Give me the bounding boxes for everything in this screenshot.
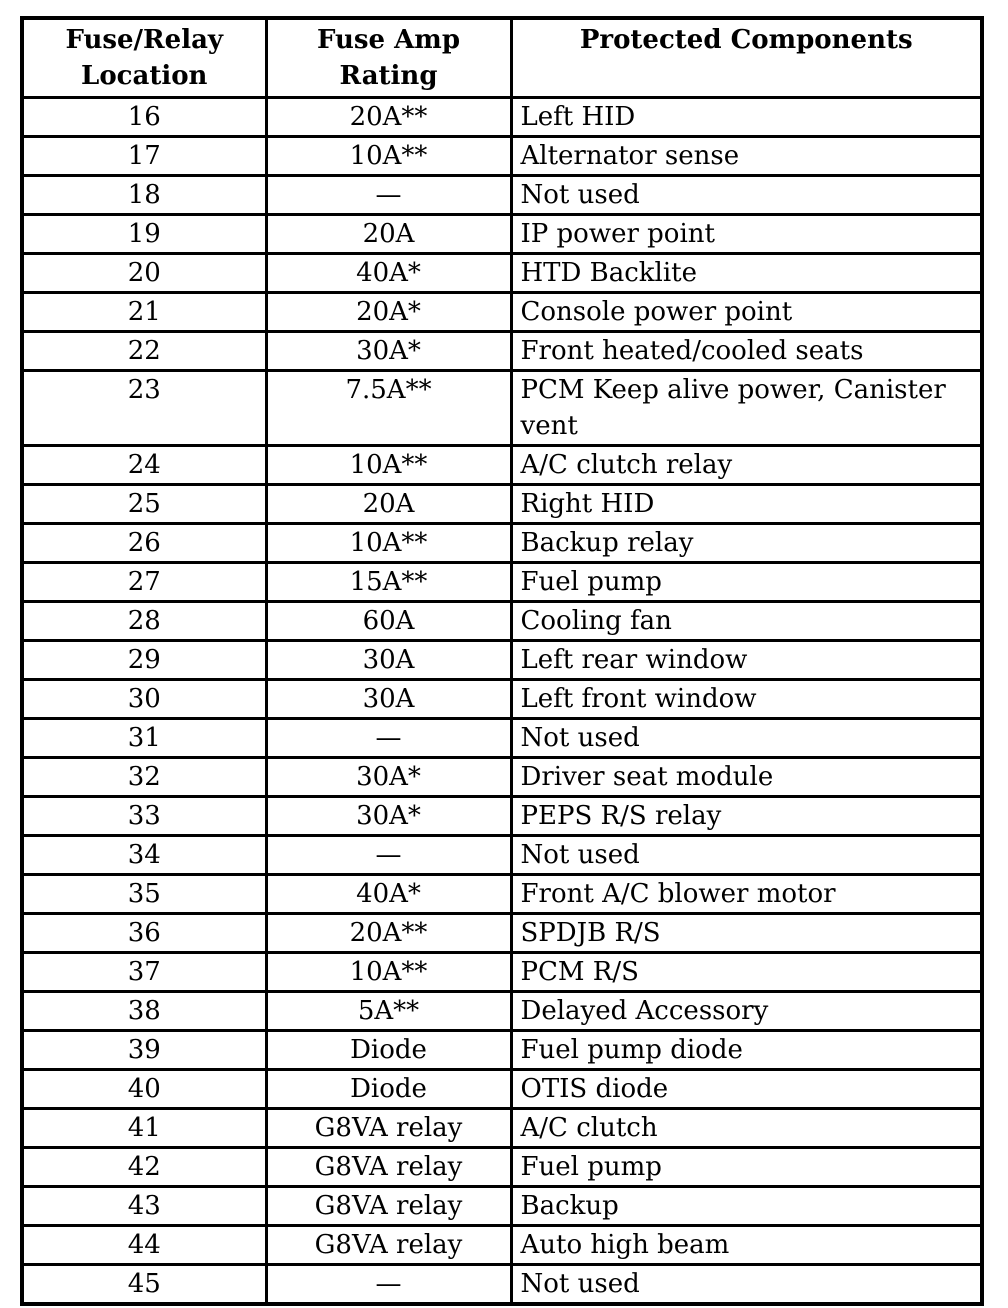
location-cell: 45 — [22, 1265, 266, 1305]
fuse-relay-table — [20, 16, 984, 1306]
table-row — [22, 992, 982, 1031]
amp-rating-cell: Diode — [266, 1031, 511, 1070]
protected-components-cell: PCM Keep alive power, Canister vent — [511, 371, 982, 446]
protected-components-cell: Front heated/cooled seats — [511, 332, 982, 371]
table-row — [22, 836, 982, 875]
location-cell: 31 — [22, 719, 266, 758]
protected-components-cell: Not used — [511, 719, 982, 758]
protected-components-cell: Left HID — [511, 98, 982, 137]
amp-rating-cell: 7.5A** — [266, 371, 511, 446]
table-row — [22, 563, 982, 602]
location-cell: 25 — [22, 485, 266, 524]
location-cell: 30 — [22, 680, 266, 719]
table-row — [22, 176, 982, 215]
amp-rating-cell: — — [266, 176, 511, 215]
location-cell: 17 — [22, 137, 266, 176]
location-cell: 32 — [22, 758, 266, 797]
amp-rating-cell: — — [266, 719, 511, 758]
location-cell: 40 — [22, 1070, 266, 1109]
amp-rating-cell: 30A* — [266, 332, 511, 371]
location-cell: 37 — [22, 953, 266, 992]
location-cell: 19 — [22, 215, 266, 254]
protected-components-cell: HTD Backlite — [511, 254, 982, 293]
protected-components-cell: Not used — [511, 836, 982, 875]
location-cell: 36 — [22, 914, 266, 953]
protected-components-cell: Left rear window — [511, 641, 982, 680]
table-row — [22, 1070, 982, 1109]
amp-rating-cell: 40A* — [266, 254, 511, 293]
location-cell: 44 — [22, 1226, 266, 1265]
amp-rating-cell: 10A** — [266, 953, 511, 992]
amp-rating-cell: — — [266, 1265, 511, 1305]
amp-rating-cell: 5A** — [266, 992, 511, 1031]
table-row — [22, 875, 982, 914]
amp-rating-cell: G8VA relay — [266, 1187, 511, 1226]
protected-components-cell: Driver seat module — [511, 758, 982, 797]
protected-components-cell: Auto high beam — [511, 1226, 982, 1265]
location-cell: 21 — [22, 293, 266, 332]
table-row — [22, 332, 982, 371]
location-cell: 34 — [22, 836, 266, 875]
protected-components-cell: SPDJB R/S — [511, 914, 982, 953]
location-cell: 35 — [22, 875, 266, 914]
table-row — [22, 758, 982, 797]
protected-components-cell: Console power point — [511, 293, 982, 332]
table-header — [22, 18, 982, 98]
table-row — [22, 680, 982, 719]
location-cell: 39 — [22, 1031, 266, 1070]
table-row — [22, 1187, 982, 1226]
protected-components-cell: Alternator sense — [511, 137, 982, 176]
table-row — [22, 137, 982, 176]
location-cell: 24 — [22, 446, 266, 485]
amp-rating-cell: — — [266, 836, 511, 875]
header-protected-components: Protected Components — [511, 18, 982, 98]
header-location: Fuse/Relay Location — [22, 18, 266, 98]
location-cell: 20 — [22, 254, 266, 293]
amp-rating-cell: 10A** — [266, 137, 511, 176]
protected-components-cell: Backup relay — [511, 524, 982, 563]
table-row — [22, 1031, 982, 1070]
amp-rating-cell: 60A — [266, 602, 511, 641]
table-row — [22, 641, 982, 680]
amp-rating-cell: 30A — [266, 641, 511, 680]
amp-rating-cell: 30A* — [266, 758, 511, 797]
amp-rating-cell: 30A — [266, 680, 511, 719]
table-row — [22, 215, 982, 254]
table-row — [22, 254, 982, 293]
protected-components-cell: Front A/C blower motor — [511, 875, 982, 914]
location-cell: 41 — [22, 1109, 266, 1148]
table-row — [22, 1226, 982, 1265]
amp-rating-cell: 20A — [266, 485, 511, 524]
table-body — [22, 98, 982, 1305]
table-row — [22, 1265, 982, 1305]
protected-components-cell: Not used — [511, 176, 982, 215]
protected-components-cell: A/C clutch relay — [511, 446, 982, 485]
protected-components-cell: Left front window — [511, 680, 982, 719]
amp-rating-cell: G8VA relay — [266, 1109, 511, 1148]
table-row — [22, 293, 982, 332]
protected-components-cell: Not used — [511, 1265, 982, 1305]
location-cell: 26 — [22, 524, 266, 563]
protected-components-cell: Backup — [511, 1187, 982, 1226]
protected-components-cell: Fuel pump diode — [511, 1031, 982, 1070]
table-row — [22, 1109, 982, 1148]
protected-components-cell: IP power point — [511, 215, 982, 254]
protected-components-cell: Fuel pump — [511, 1148, 982, 1187]
amp-rating-cell: 15A** — [266, 563, 511, 602]
amp-rating-cell: 20A — [266, 215, 511, 254]
location-cell: 38 — [22, 992, 266, 1031]
protected-components-cell: A/C clutch — [511, 1109, 982, 1148]
table-row — [22, 602, 982, 641]
amp-rating-cell: 30A* — [266, 797, 511, 836]
amp-rating-cell: 20A* — [266, 293, 511, 332]
protected-components-cell: PEPS R/S relay — [511, 797, 982, 836]
protected-components-cell: PCM R/S — [511, 953, 982, 992]
location-cell: 42 — [22, 1148, 266, 1187]
table-row — [22, 1148, 982, 1187]
table-row — [22, 524, 982, 563]
location-cell: 18 — [22, 176, 266, 215]
table-row — [22, 371, 982, 446]
amp-rating-cell: 10A** — [266, 446, 511, 485]
location-cell: 22 — [22, 332, 266, 371]
header-row — [22, 18, 982, 98]
location-cell: 16 — [22, 98, 266, 137]
table-row — [22, 98, 982, 137]
amp-rating-cell: 20A** — [266, 914, 511, 953]
table-row — [22, 485, 982, 524]
amp-rating-cell: Diode — [266, 1070, 511, 1109]
table-row — [22, 719, 982, 758]
location-cell: 23 — [22, 371, 266, 446]
table-row — [22, 797, 982, 836]
protected-components-cell: Right HID — [511, 485, 982, 524]
table-row — [22, 914, 982, 953]
location-cell: 43 — [22, 1187, 266, 1226]
amp-rating-cell: 10A** — [266, 524, 511, 563]
protected-components-cell: OTIS diode — [511, 1070, 982, 1109]
header-amp-rating: Fuse Amp Rating — [266, 18, 511, 98]
protected-components-cell: Delayed Accessory — [511, 992, 982, 1031]
table-row — [22, 446, 982, 485]
amp-rating-cell: 20A** — [266, 98, 511, 137]
amp-rating-cell: G8VA relay — [266, 1148, 511, 1187]
protected-components-cell: Fuel pump — [511, 563, 982, 602]
location-cell: 27 — [22, 563, 266, 602]
table-row — [22, 953, 982, 992]
location-cell: 29 — [22, 641, 266, 680]
protected-components-cell: Cooling fan — [511, 602, 982, 641]
location-cell: 33 — [22, 797, 266, 836]
amp-rating-cell: G8VA relay — [266, 1226, 511, 1265]
location-cell: 28 — [22, 602, 266, 641]
amp-rating-cell: 40A* — [266, 875, 511, 914]
